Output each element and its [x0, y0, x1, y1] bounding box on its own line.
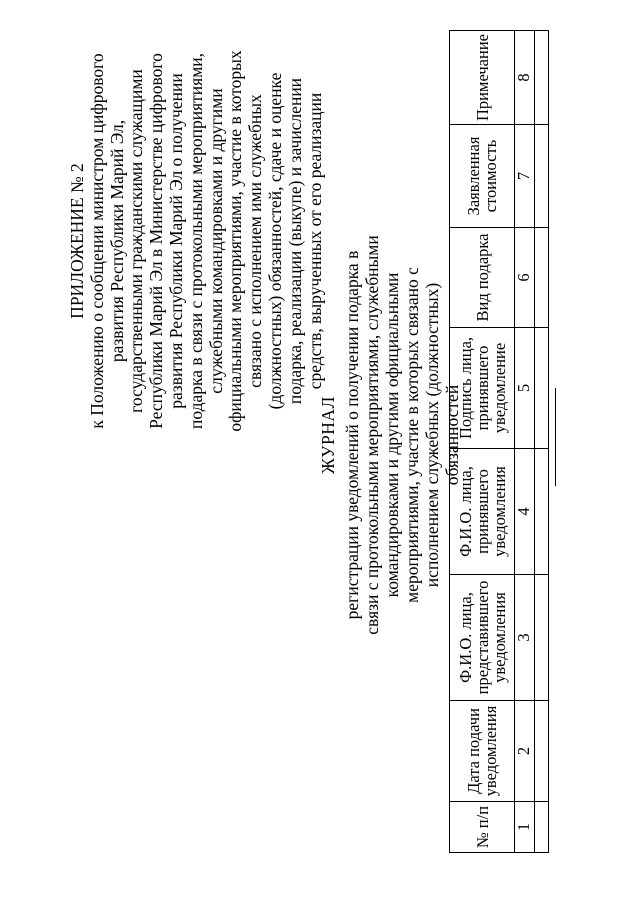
- header-signature: Подпись лица, принявшего уведомление: [450, 328, 515, 449]
- column-number-cell: 6: [515, 228, 535, 328]
- column-number-cell: 3: [515, 575, 535, 701]
- table-header-row: [450, 31, 515, 853]
- column-number-cell: 1: [515, 802, 535, 853]
- column-number-cell: 5: [515, 328, 535, 449]
- empty-cell: [535, 701, 549, 802]
- header-value: Заявленная стоимость: [450, 125, 515, 228]
- header-note: Примечание: [450, 31, 515, 125]
- header-date: Дата подачи уведомления: [450, 701, 515, 802]
- column-number-cell: 7: [515, 125, 535, 228]
- column-number-cell: 4: [515, 449, 535, 575]
- journal-subtitle: регистрации уведомлений о получении подарка в связи с протокольными мероприятиями, служебными командировками и другими официальными мероприятиями, участие в которых связано с исполнением служебных (должностных) обязанностей: [342, 235, 462, 635]
- header-gift-type: Вид подарка: [450, 228, 515, 328]
- empty-cell: [535, 125, 549, 228]
- column-number-cell: 2: [515, 701, 535, 802]
- journal-heading: [318, 195, 462, 675]
- empty-cell: [535, 575, 549, 701]
- column-number-cell: 8: [515, 31, 535, 125]
- appendix-text: к Положению о сообщении министром цифрового развития Республики Марий Эл, государственными гражданскими служащими Республики Марий Эл в Министерстве цифрового развития Республики Марий Эл о получении подарка в связи с протокольными мероприятиями, служебными командировками и другими официальными мероприятиями, участие в которых связано с исполнением ими служебных (должностных) обязанностей, сдаче и оценке подарка, реализации (выкупе) и зачислении средств, вырученных от его реализации: [86, 50, 325, 432]
- appendix-title: ПРИЛОЖЕНИЕ № 2: [67, 163, 87, 319]
- closing-line: [555, 388, 556, 486]
- journal-title: ЖУРНАЛ: [318, 396, 338, 474]
- appendix-block: [68, 49, 325, 433]
- empty-cell: [535, 31, 549, 125]
- empty-cell: [535, 328, 549, 449]
- table-row-numbers: [515, 31, 535, 853]
- header-receiver: Ф.И.О. лица, принявшего уведомления: [450, 449, 515, 575]
- empty-cell: [535, 449, 549, 575]
- registration-table: [449, 30, 549, 853]
- empty-cell: [535, 802, 549, 853]
- table-row-empty: [535, 31, 549, 853]
- empty-cell: [535, 228, 549, 328]
- header-number: № п/п: [450, 802, 515, 853]
- header-submitter: Ф.И.О. лица, представившего уведомления: [450, 575, 515, 701]
